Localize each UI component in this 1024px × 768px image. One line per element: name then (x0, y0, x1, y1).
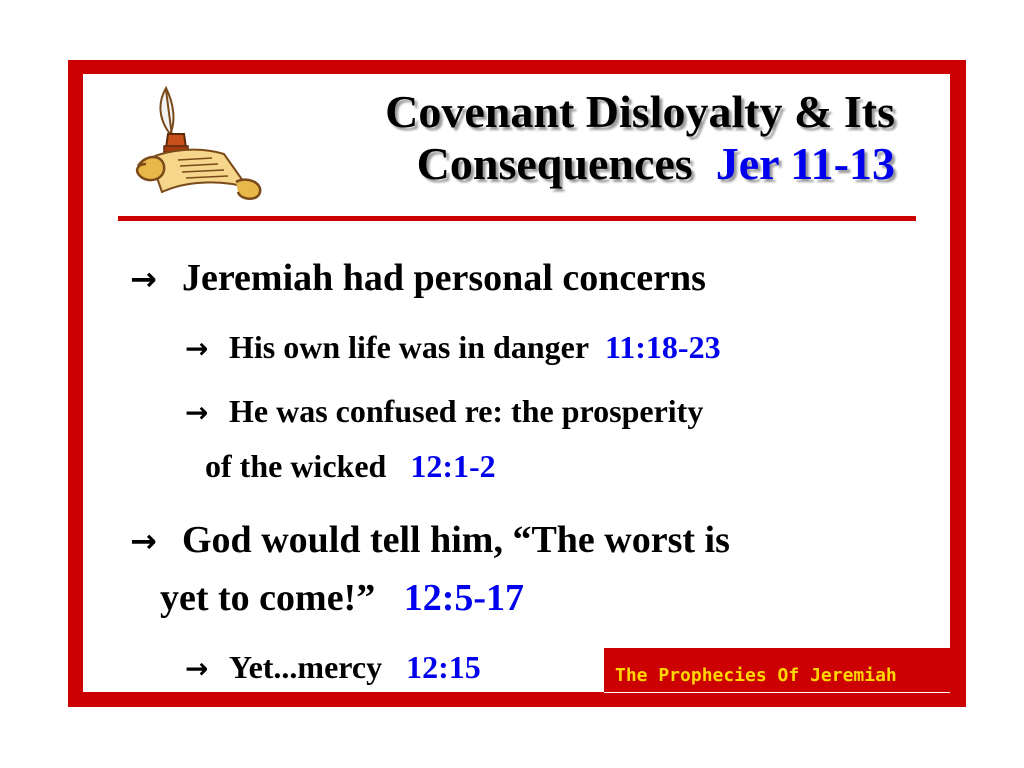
bullet-5 (185, 648, 481, 688)
bullet-text: His own life was in danger (229, 329, 590, 365)
arrow-bullet-icon: → (185, 652, 209, 685)
scroll-quill-icon (128, 84, 268, 204)
arrow-bullet-icon: → (185, 332, 209, 365)
bullet-text: He was confused re: the prosperity (229, 393, 704, 429)
title-reference: Jer 11-13 (715, 138, 895, 189)
bullet-text: Jeremiah had personal concerns (182, 257, 706, 299)
bullet-4 (130, 518, 730, 563)
bullet-text: God would tell him, “The worst is (182, 519, 730, 561)
bullet-reference: 11:18-23 (605, 329, 721, 365)
title-line-2 (250, 138, 895, 190)
title-divider (118, 216, 916, 221)
footer-text: The Prophecies Of Jeremiah (615, 665, 897, 686)
bullet-reference: 12:5-17 (403, 577, 525, 619)
arrow-bullet-icon: → (130, 260, 157, 298)
arrow-bullet-icon: → (130, 522, 157, 560)
slide-title (250, 86, 895, 190)
bullet-text: yet to come!” (160, 577, 376, 619)
bullet-2 (185, 328, 721, 368)
bullet-reference: 12:1-2 (410, 448, 496, 484)
bullet-text: of the wicked (205, 448, 387, 484)
arrow-bullet-icon: → (185, 396, 209, 429)
bullet-reference: 12:15 (406, 649, 481, 685)
bullet-text: Yet...mercy (229, 649, 383, 685)
bullet-3 (185, 392, 703, 432)
bullet-1 (130, 256, 706, 301)
title-line-2-text: Consequences (416, 138, 693, 189)
bullet-4-continued (160, 576, 524, 620)
title-line-1: Covenant Disloyalty & Its (385, 86, 895, 137)
footer-divider (604, 692, 950, 693)
bullet-3-continued (205, 447, 496, 485)
